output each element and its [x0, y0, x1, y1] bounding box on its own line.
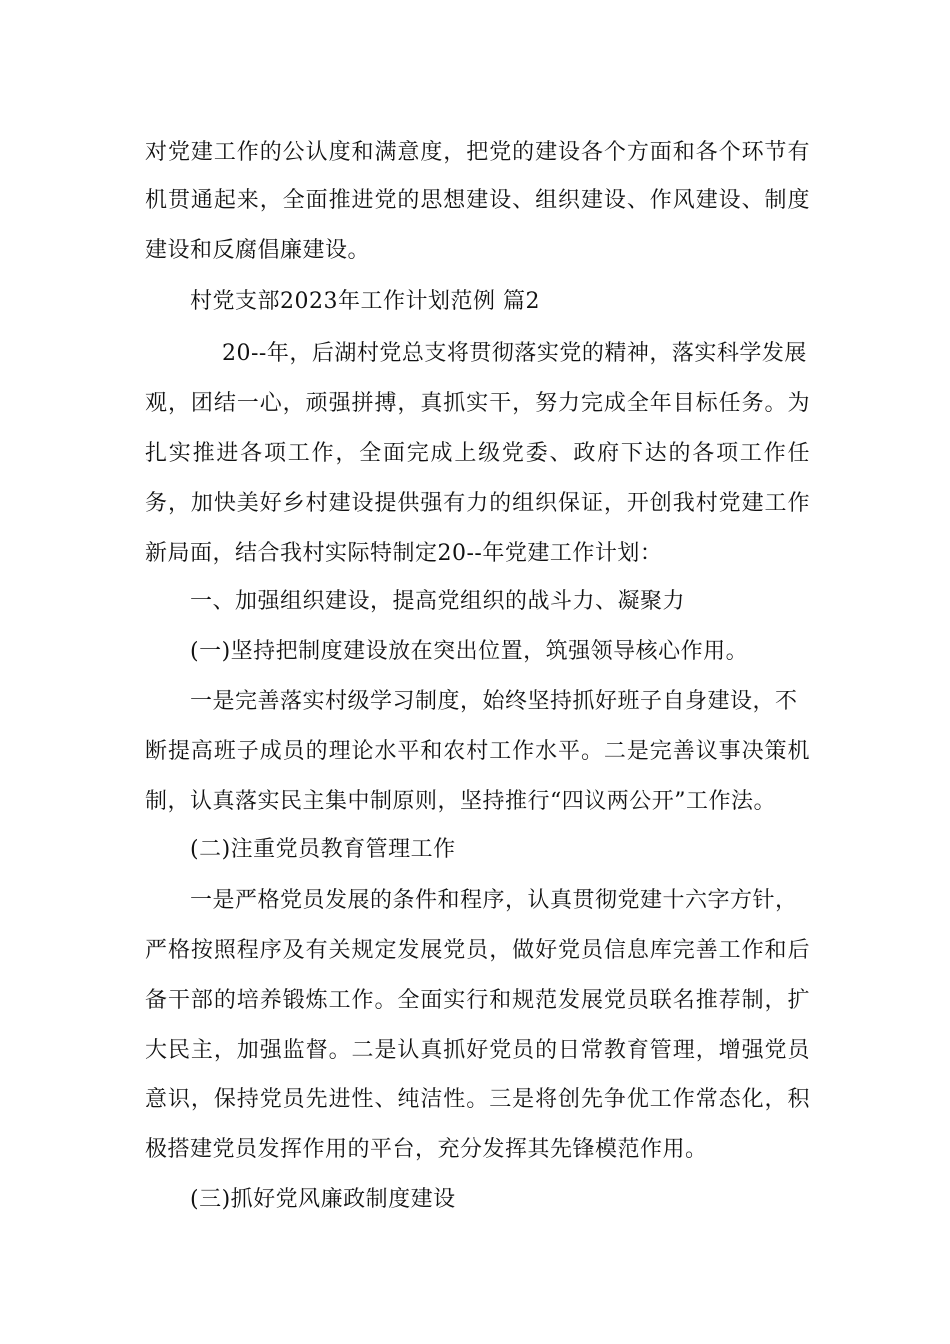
paragraph-line: 极搭建党员发挥作用的平台，充分发挥其先锋模范作用。	[145, 1137, 708, 1162]
heading-level-1: 一、加强组织建设，提高党组织的战斗力、凝聚力	[190, 589, 686, 614]
paragraph-line: 一是严格党员发展的条件和程序，认真贯彻党建十六字方针，	[190, 888, 798, 913]
paragraph-line: 扎实推进各项工作，全面完成上级党委、政府下达的各项工作任	[145, 441, 810, 466]
paragraph-line: 务，加快美好乡村建设提供强有力的组织保证，开创我村党建工作	[145, 491, 810, 516]
paragraph-line: 机贯通起来，全面推进党的思想建设、组织建设、作风建设、制度	[145, 188, 810, 213]
paragraph-line: 备干部的培养锻炼工作。全面实行和规范发展党员联名推荐制，扩	[145, 988, 810, 1013]
paragraph-line: 制，认真落实民主集中制原则，坚持推行“四议两公开”工作法。	[145, 789, 776, 814]
paragraph-line: 建设和反腐倡廉建设。	[145, 238, 371, 263]
paragraph-line: 对党建工作的公认度和满意度，把党的建设各个方面和各个环节有	[145, 140, 810, 165]
paragraph-line: 观，团结一心，顽强拼搏，真抓实干，努力完成全年目标任务。为	[145, 391, 810, 416]
section-title: 村党支部2023年工作计划范例 篇2	[190, 289, 540, 314]
paragraph-line: 严格按照程序及有关规定发展党员，做好党员信息库完善工作和后	[145, 938, 810, 963]
heading-level-2: (三)抓好党风廉政制度建设	[190, 1187, 456, 1212]
paragraph-line: 断提高班子成员的理论水平和农村工作水平。二是完善议事决策机	[145, 739, 810, 764]
paragraph-line: 20--年，后湖村党总支将贯彻落实党的精神，落实科学发展	[222, 341, 807, 366]
paragraph-line: 新局面，结合我村实际特制定20--年党建工作计划：	[145, 541, 663, 566]
heading-level-2: (一)坚持把制度建设放在突出位置，筑强领导核心作用。	[190, 639, 749, 664]
paragraph-line: 大民主，加强监督。二是认真抓好党员的日常教育管理，增强党员	[145, 1038, 810, 1063]
paragraph-line: 意识，保持党员先进性、纯洁性。三是将创先争优工作常态化，积	[145, 1087, 810, 1112]
paragraph-line: 一是完善落实村级学习制度，始终坚持抓好班子自身建设，不	[190, 689, 798, 714]
heading-level-2: (二)注重党员教育管理工作	[190, 837, 456, 862]
